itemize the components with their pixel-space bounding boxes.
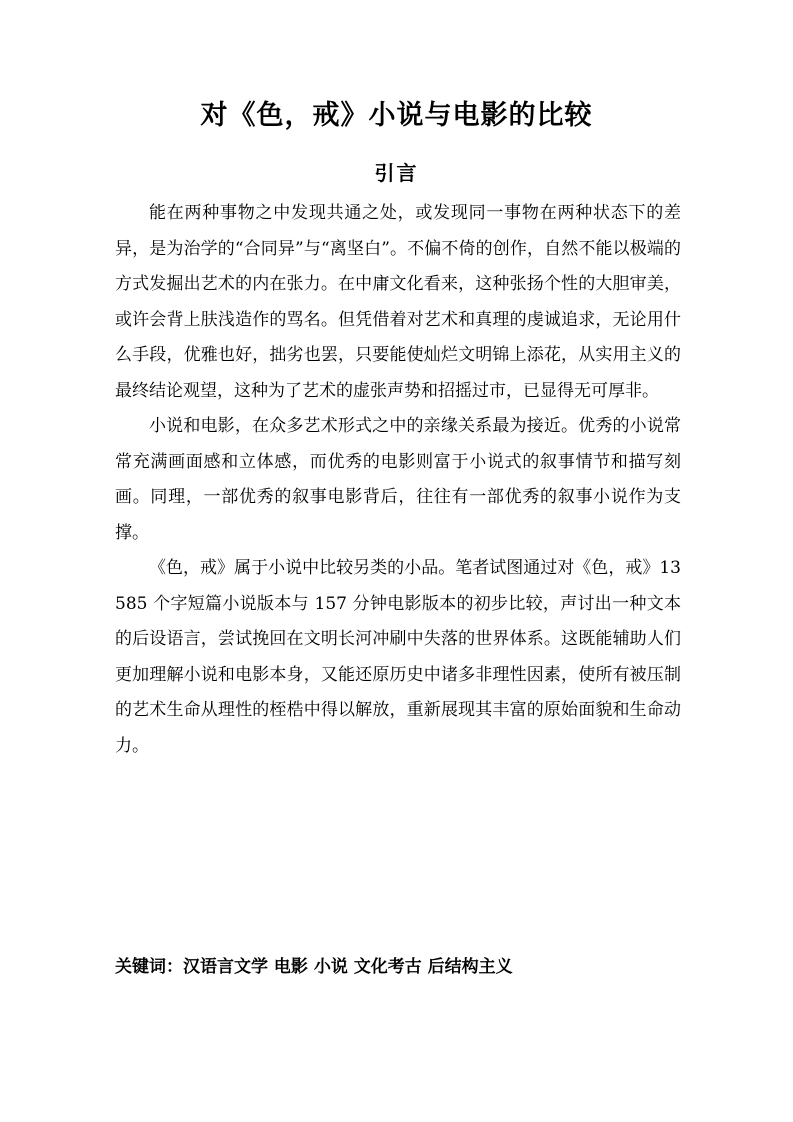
paragraph: 小说和电影，在众多艺术形式之中的亲缘关系最为接近。优秀的小说常常充满画面感和立体感，而优秀的电影则富于小说式的叙事情节和描写刻画。同理，一部优秀的叙事电影背后，往往有一部优秀的叙事小说作为支撑。 xyxy=(115,416,681,543)
introduction-body xyxy=(115,196,681,764)
paragraph: 《色，戒》属于小说中比较另类的小品。笔者试图通过对《色，戒》13585 个字短篇小说版本与 157 分钟电影版本的初步比较，声讨出一种文本的后设语言，尝试挽回在文明长河冲刷中失落的世界体系。这既能辅助人们更加理解小说和电影本身，又能还原历史中诸多非理性因素，使所有被压制的艺术生命从理性的桎梏中得以解放，重新展现其丰富的原始面貌和生命动力。 xyxy=(115,558,681,756)
section-heading-introduction: 引言 xyxy=(374,161,419,185)
paragraph: 能在两种事物之中发现共通之处，或发现同一事物在两种状态下的差异，是为治学的“合同异”与“离坚白”。不偏不倚的创作，自然不能以极端的方式发掘出艺术的内在张力。在中庸文化看来，这种张扬个性的大胆审美，或许会背上肤浅造作的骂名。但凭借着对艺术和真理的虔诚追求，无论用什么手段，优雅也好，拙劣也罢，只要能使灿烂文明锦上添花，从实用主义的最终结论观望，这种为了艺术的虚张声势和招摇过市，已显得无可厚非。 xyxy=(115,203,681,401)
keywords-line: 关键词：汉语言文学 电影 小说 文化考古 后结构主义 xyxy=(115,957,513,977)
document-title: 对《色，戒》小说与电影的比较 xyxy=(200,100,593,131)
